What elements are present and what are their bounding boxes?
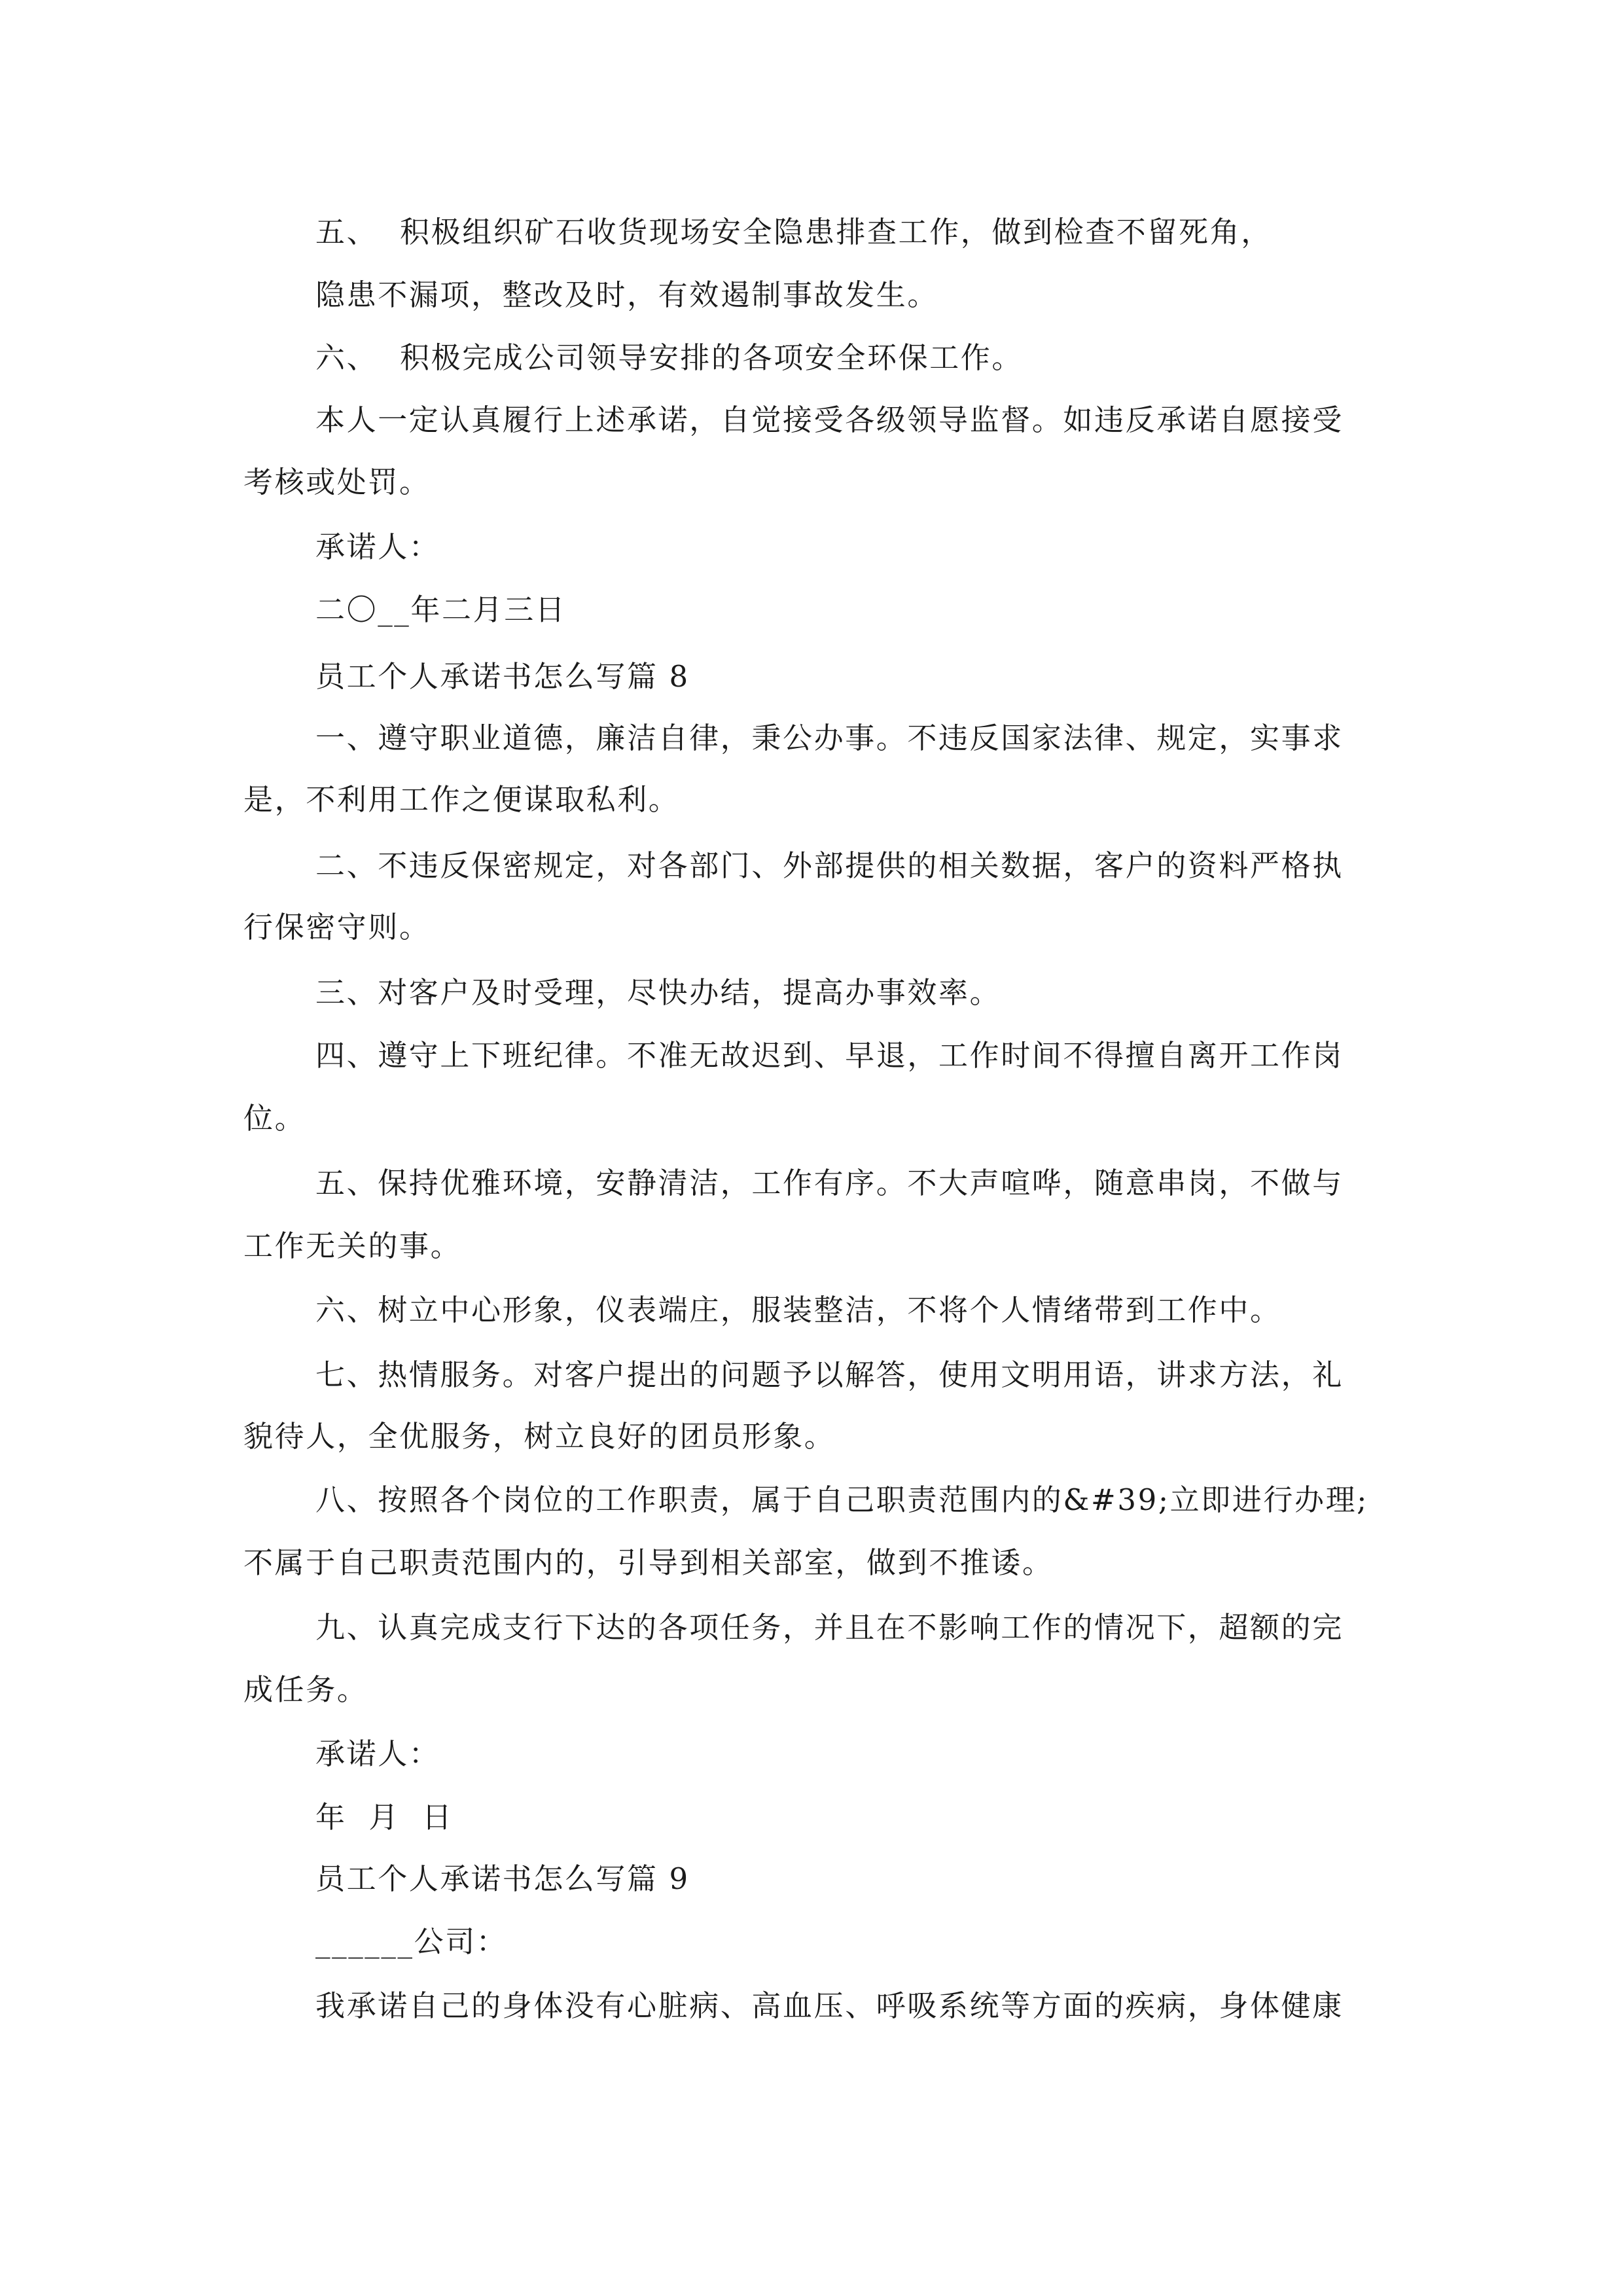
text-line: 一、遵守职业道德，廉洁自律，秉公办事。不违反国家法律、规定，实事求 (315, 721, 1344, 755)
text-line: 五、保持优雅环境，安静清洁，工作有序。不大声喧哗，随意串岗，不做与 (315, 1166, 1344, 1200)
text-line: 不属于自己职责范围内的，引导到相关部室，做到不推诿。 (243, 1545, 1054, 1580)
text-line: 九、认真完成支行下达的各项任务，并且在不影响工作的情况下，超额的完 (315, 1610, 1344, 1645)
text-line: 年 月 日 (315, 1800, 454, 1835)
text-line: 六、 积极完成公司领导安排的各项安全环保工作。 (315, 340, 1024, 375)
section-heading: 员工个人承诺书怎么写篇 8 (315, 659, 690, 694)
text-line: 七、热情服务。对客户提出的问题予以解答，使用文明用语，讲求方法，礼 (315, 1357, 1344, 1392)
text-line: 我承诺自己的身体没有心脏病、高血压、呼吸系统等方面的疾病，身体健康 (315, 1988, 1344, 2023)
text-line: 承诺人： (315, 1736, 440, 1771)
text-line: 成任务。 (243, 1672, 368, 1707)
text-line: 位。 (243, 1101, 306, 1136)
text-line: 二、不违反保密规定，对各部门、外部提供的相关数据，客户的资料严格执 (315, 848, 1344, 883)
text-line: 二〇__年二月三日 (315, 592, 567, 627)
text-line: 三、对客户及时受理，尽快办结，提高办事效率。 (315, 975, 1001, 1010)
text-line: 行保密守则。 (243, 910, 431, 944)
text-line: 本人一定认真履行上述承诺，自觉接受各级领导监督。如违反承诺自愿接受 (315, 403, 1344, 437)
text-line: 六、树立中心形象，仪表端庄，服装整洁，不将个人情绪带到工作中。 (315, 1293, 1281, 1327)
text-line: 考核或处罚。 (243, 465, 431, 499)
section-heading: 员工个人承诺书怎么写篇 9 (315, 1861, 690, 1896)
text-line: 是，不利用工作之便谋取私利。 (243, 782, 680, 817)
text-line: 八、按照各个岗位的工作职责，属于自己职责范围内的&#39;立即进行办理; (315, 1482, 1368, 1517)
text-line: 承诺人： (315, 529, 440, 564)
text-line: 貌待人，全优服务，树立良好的团员形象。 (243, 1419, 836, 1454)
text-line: 五、 积极组织矿石收货现场安全隐患排查工作，做到检查不留死角， (315, 215, 1272, 249)
text-line: 四、遵守上下班纪律。不准无故迟到、早退，工作时间不得擅自离开工作岗 (315, 1038, 1344, 1073)
text-line: ______公司： (315, 1924, 508, 1959)
text-line: 工作无关的事。 (243, 1229, 462, 1263)
text-line: 隐患不漏项，整改及时，有效遏制事故发生。 (315, 278, 939, 312)
